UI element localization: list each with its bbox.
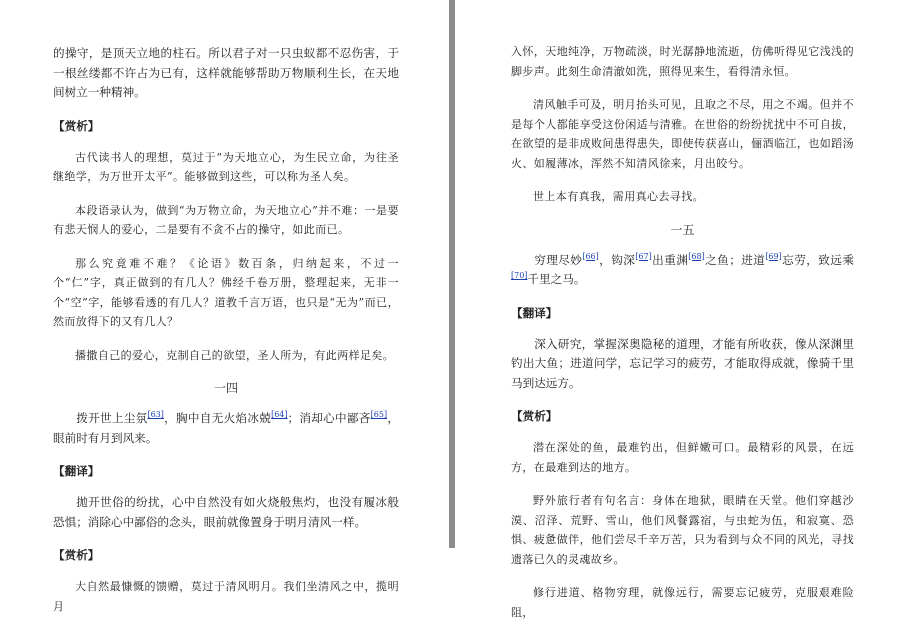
paragraph: 古代读书人的理想，莫过于“为天地立心，为生民立命，为往圣继绝学，为万世开太平”。能够做到这些，可以称为圣人矣。 — [53, 150, 399, 183]
text-segment: 穷理尽妙 — [534, 252, 583, 267]
paragraph: 世上本有真我，需用真心去寻找。 — [533, 190, 704, 203]
original-text-paragraph — [511, 251, 854, 290]
section-heading-appreciation: 【赏析】 — [53, 118, 100, 133]
footnote-link-69[interactable]: [69] — [765, 251, 782, 261]
right-page — [455, 0, 900, 619]
paragraph: 深入研究，掌握深奥隐秘的道理，才能有所收获，像从深渊里钓出大鱼；进道问学，忘记学习的疲劳，才能取得成就，像骑千里马到达远方。 — [511, 336, 854, 390]
paragraph: 潜在深处的鱼，最难钓出，但鲜嫩可口。最精彩的风景，在远方，在最难到达的地方。 — [511, 441, 854, 474]
section-heading-appreciation: 【赏析】 — [511, 409, 558, 423]
paragraph: 入怀，天地纯净，万物疏淡，时光潺静地流逝，仿佛听得见它浅浅的脚步声。此刻生命清澈如洗，照得见来生，看得清永恒。 — [511, 45, 854, 78]
footnote-link-64[interactable]: [64] — [271, 410, 288, 420]
paragraph: 大自然最慷慨的馈赠，莫过于清风明月。我们坐清风之中，揽明月 — [53, 580, 399, 613]
footnote-link-65[interactable]: [65] — [370, 410, 388, 420]
text-segment: 千里之马。 — [527, 272, 586, 286]
paragraph: 本段语录认为，做到“为万物立命，为天地立心”并不难：一是要有悲天悯人的爱心，二是要有不贪不占的操守，如此而已。 — [53, 203, 399, 236]
section-heading-appreciation: 【赏析】 — [53, 548, 100, 562]
footnote-link-66[interactable]: [66] — [582, 251, 599, 261]
footnote-link-63[interactable]: [63] — [147, 410, 164, 420]
text-segment: ；消却心中鄙吝 — [287, 411, 371, 425]
paragraph: 野外旅行者有句名言：身体在地狱，眼睛在天堂。他们穿越沙漠、沼泽、荒野、雪山，他们风餐露宿，与虫蛇为伍，和寂寞、恐惧、疲惫做伴，他们尝尽千辛万苦，只为看到与众不同的风光，寻找遗落已久的灵魂故乡。 — [511, 494, 854, 566]
chapter-number: 一五 — [670, 222, 695, 237]
footnote-link-68[interactable]: [68] — [688, 251, 705, 261]
text-segment: ，胸中自无火焰冰兢 — [163, 411, 272, 425]
paragraph: 拋开世俗的纷扰，心中自然没有如火烧般焦灼，也没有履冰般恐惧；消除心中鄙俗的念头，眼前就像置身于明月清风一样。 — [53, 495, 399, 529]
text-segment: 之鱼；进道 — [704, 252, 766, 267]
text-segment: ，钩深 — [598, 252, 636, 267]
text-segment: 忘劳，致远乘 — [781, 252, 854, 267]
chapter-number: 一四 — [213, 381, 238, 395]
left-page — [0, 0, 449, 613]
footnote-link-70[interactable]: [70] — [511, 271, 528, 281]
paragraph: 的操守，是顶天立地的柱石。所以君子对一只虫蚁都不忍伤害，于一根丝缕都不许占为已有，这样就能够帮助万物顺利生长，在天地间树立一种精神。 — [53, 46, 399, 99]
text-segment: 拨开世上尘氛 — [76, 411, 148, 425]
text-segment: ，眼前时有月到风来。 — [53, 411, 399, 445]
section-heading-translation: 【翻译】 — [511, 305, 558, 320]
paragraph: 清风触手可及，明月抬头可见，且取之不尽，用之不竭。但并不是每个人都能享受这份闲适与清雅。在世俗的纷纷扰扰中不可自拔，在欲望的是非成败间患得患失，即使传获喜山，俪酒临江，也如蹈汤火、如履薄冰，浑然不知清风徐来，月出皎兮。 — [511, 98, 854, 170]
paragraph: 修行进道、格物穷理，就像远行，需要忘记疲劳，克服艰难险阻， — [511, 586, 854, 619]
paragraph: 那么究竟难不难？《论语》数百条，归纳起来，不过一个“仁”字，真正做到的有几人？佛经千卷万册，整理起来，无非一个“空”字，能够看透的有几人？道教千言万语，也只是“无为”而已，然而放得下的又有几人？ — [53, 256, 399, 328]
footnote-link-67[interactable]: [67] — [635, 251, 652, 261]
paragraph: 播撒自己的爱心，克制自己的欲望，圣人所为，有此两样足矣。 — [75, 348, 395, 362]
section-heading-translation: 【翻译】 — [53, 464, 100, 478]
original-text-paragraph — [53, 409, 399, 448]
text-segment: 出重渊 — [651, 252, 689, 267]
